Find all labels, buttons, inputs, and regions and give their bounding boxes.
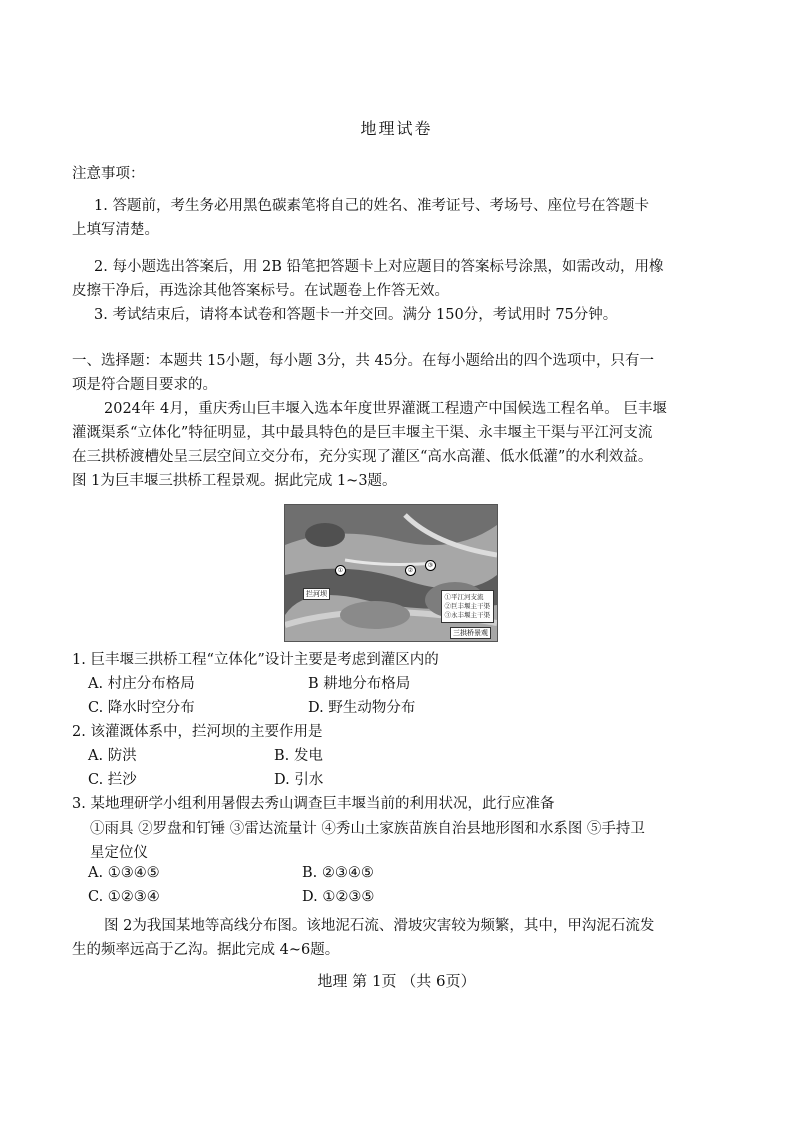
notice-line: 皮擦干净后，再选涂其他答案标号。在试题卷上作答无效。: [72, 283, 449, 299]
q3-option-c: C. ①②③④: [88, 889, 160, 905]
q2-option-a: A. 防洪: [88, 748, 137, 764]
passage-line: 生的频率远高于乙沟。据此完成 4~6题。: [72, 942, 340, 958]
notice-heading: 注意事项：: [72, 166, 145, 182]
page-title: 地理试卷: [360, 119, 433, 138]
q1-stem: 1. 巨丰堰三拱桥工程“立体化”设计主要是考虑到灌区内的: [72, 652, 439, 668]
q1-option-c: C. 降水时空分布: [88, 700, 195, 716]
q3-items: ①雨具 ②罗盘和钉锤 ③雷达流量计 ④秀山土家族苗族自治县地形图和水系图 ⑤手持卫: [90, 821, 645, 837]
q3-stem: 3. 某地理研学小组利用暑假去秀山调查巨丰堰当前的利用状况，此行应准备: [72, 796, 555, 812]
q3-option-b: B. ②③④⑤: [302, 865, 374, 881]
marker-3: ③: [425, 560, 436, 571]
q1-option-d: D. 野生动物分布: [308, 700, 416, 716]
q1-option-a: A. 村庄分布格局: [88, 676, 195, 692]
figure-legend: [441, 590, 495, 623]
notice-line: 2. 每小题选出答案后，用 2B 铅笔把答题卡上对应题目的答案标号涂黑，如需改动，用橡: [94, 259, 664, 275]
q3-option-a: A. ①③④⑤: [88, 865, 160, 881]
notice-line: 3. 考试结束后，请将本试卷和答题卡一并交回。满分 150分，考试用时 75分钟。: [94, 307, 618, 323]
q2-option-b: B. 发电: [274, 748, 323, 764]
notice-line: 1. 答题前，考生务必用黑色碳素笔将自己的姓名、准考证号、考场号、座位号在答题卡: [94, 198, 649, 214]
q2-option-d: D. 引水: [274, 772, 324, 788]
marker-1: ①: [335, 565, 346, 576]
section-heading: 一、选择题：本题共 15小题，每小题 3分，共 45分。在每小题给出的四个选项中，只有一: [72, 353, 654, 369]
section-heading: 项是符合题目要求的。: [72, 377, 217, 393]
passage-line: 灌溉渠系“立体化”特征明显，其中最具特色的是巨丰堰主干渠、永丰堰主干渠与平江河支流: [72, 425, 653, 441]
legend-item: ①平江河支流: [444, 593, 484, 601]
q2-stem: 2. 该灌溉体系中，拦河坝的主要作用是: [72, 724, 323, 740]
q3-items: 星定位仪: [90, 845, 148, 861]
passage-line: 图 2为我国某地等高线分布图。该地泥石流、滑坡灾害较为频繁，其中，甲沟泥石流发: [104, 918, 655, 934]
legend-item: ③永丰堰主干渠: [444, 611, 490, 619]
q2-option-c: C. 拦沙: [88, 772, 137, 788]
marker-2: ②: [405, 565, 416, 576]
q3-option-d: D. ①②③⑤: [302, 889, 375, 905]
q1-option-b: B 耕地分布格局: [308, 676, 411, 692]
passage-line: 在三拱桥渡槽处呈三层空间立交分布，充分实现了灌区“高水高灌、低水低灌”的水利效益。: [72, 449, 653, 465]
legend-item: ②巨丰堰主干渠: [444, 602, 490, 610]
page-footer: 地理 第 1页 （共 6页）: [317, 972, 476, 990]
passage-line: 图 1为巨丰堰三拱桥工程景观。据此完成 1~3题。: [72, 473, 397, 489]
figure-1-photo: [284, 504, 498, 642]
label-scene: 三拱桥景观: [450, 627, 491, 639]
label-dam: 拦河坝: [303, 588, 330, 600]
notice-line: 上填写清楚。: [72, 222, 159, 238]
passage-line: 2024年 4月，重庆秀山巨丰堰入选本年度世界灌溉工程遗产中国候选工程名单。 巨丰堰: [104, 401, 667, 417]
